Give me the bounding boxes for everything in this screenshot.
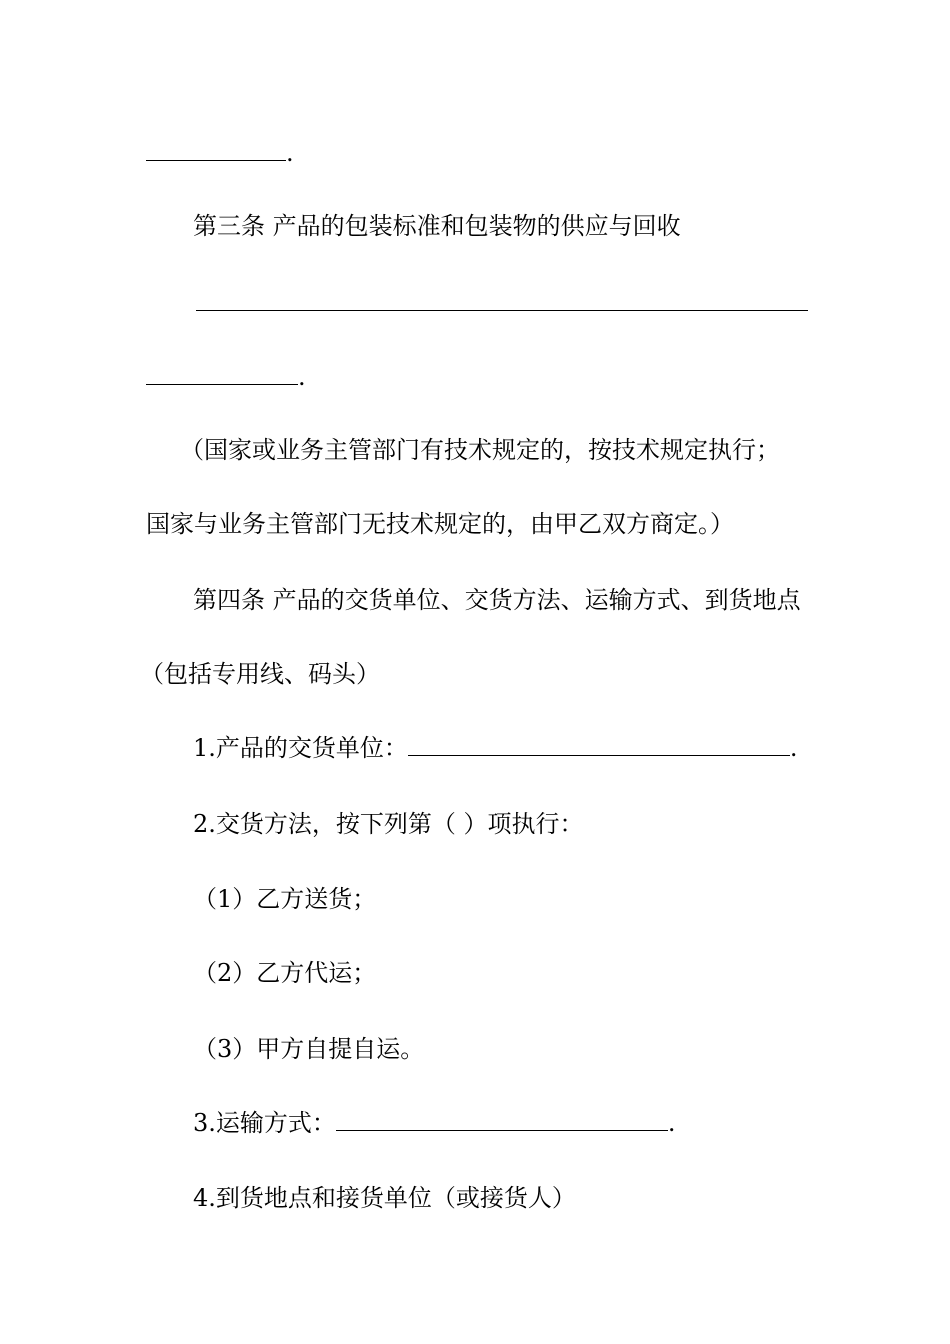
transport-method-label: 3.运输方式：	[193, 1109, 336, 1137]
fill-in-blank	[408, 735, 790, 756]
blank-line-2	[146, 362, 306, 392]
fill-in-blank	[146, 140, 286, 161]
fill-in-rule	[196, 310, 808, 311]
note-line-1: （国家或业务主管部门有技术规定的，按技术规定执行；	[180, 436, 780, 464]
article-3-heading: 第三条 产品的包装标准和包装物的供应与回收	[193, 212, 681, 240]
line-end-period: .	[286, 139, 294, 167]
fill-in-blank	[336, 1110, 668, 1131]
delivery-unit-item	[193, 733, 798, 763]
arrival-location-item: 4.到货地点和接货单位（或接货人）	[193, 1184, 576, 1212]
line-end-period: .	[667, 1109, 676, 1137]
line-end-period: .	[298, 363, 306, 391]
fill-in-blank	[146, 364, 298, 385]
transport-method-item	[193, 1108, 676, 1138]
delivery-unit-label: 1.产品的交货单位：	[193, 734, 408, 762]
option-2: （2）乙方代运；	[193, 959, 377, 987]
line-end-period: .	[789, 734, 798, 762]
option-1: （1）乙方送货；	[193, 885, 377, 913]
article-4-heading-cont: （包括专用线、码头）	[140, 660, 380, 688]
blank-line-1	[146, 138, 294, 168]
delivery-method-item: 2.交货方法，按下列第（ ）项执行：	[193, 810, 584, 838]
article-4-heading: 第四条 产品的交货单位、交货方法、运输方式、到货地点	[193, 586, 801, 614]
note-line-2: 国家与业务主管部门无技术规定的，由甲乙双方商定。）	[146, 510, 734, 538]
option-3: （3）甲方自提自运。	[193, 1035, 425, 1063]
